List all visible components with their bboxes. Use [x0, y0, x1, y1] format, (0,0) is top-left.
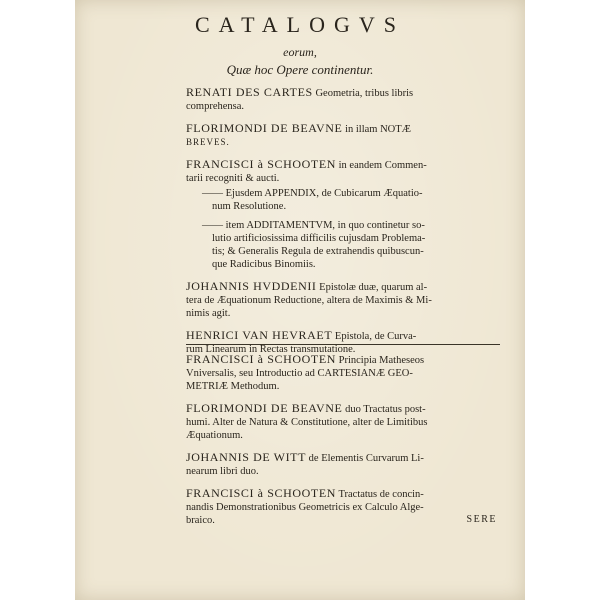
entry-text: tis; & Generalis Regula de extrahendis quibuscun- [212, 246, 424, 257]
entry-text: Tractatus de concin- [336, 489, 424, 500]
book-page [75, 0, 525, 600]
page-title: CATALOGVS [194, 12, 406, 37]
entry-text: de Elementis Curvarum Li- [306, 453, 424, 464]
entry-text: Epistola, de Curva- [332, 331, 417, 342]
catalog-entry [186, 86, 486, 113]
entry-text: rum Linearum in Rectas transmutatione. [186, 344, 356, 355]
catchword: SERE [466, 514, 497, 525]
entry-author: FRANCISCI à SCHOOTEN [186, 486, 337, 500]
entry-author: FRANCISCI à SCHOOTEN [186, 352, 337, 366]
entry-text: tarii recogniti & aucti. [186, 173, 280, 184]
entry-text: nimis agit. [186, 308, 231, 319]
entry-text: braico. [186, 515, 215, 526]
catalog-entry [186, 487, 496, 527]
entry-text: comprehensa. [186, 101, 245, 112]
entry-text: humi. Alter de Natura & Constitutione, alter de Limitibus [186, 417, 428, 428]
section-divider [186, 344, 500, 345]
entry-text: Vniversalis, seu Introductio ad CARTESIANÆ GEO- [186, 368, 413, 379]
entry-text: —— item ADDITAMENTVM, in quo continetur so- [202, 220, 425, 231]
entry-text: duo Tractatus post- [342, 404, 426, 415]
subtitle-eorum: eorum, [283, 45, 317, 59]
catalog-entry [186, 158, 486, 271]
catalog-entry [186, 280, 486, 320]
catalog-section-1 [186, 86, 486, 365]
entry-text: nearum libri duo. [186, 466, 259, 477]
entry-text: METRIÆ Methodum. [186, 381, 280, 392]
entry-author: RENATI DES CARTES [186, 85, 313, 99]
entry-author: JOHANNIS DE WITT [186, 450, 307, 464]
entry-author: FRANCISCI à SCHOOTEN [186, 157, 337, 171]
catalog-entry [186, 451, 496, 478]
entry-author: HENRICI VAN HEVRAET [186, 328, 333, 342]
catalog-entry [186, 402, 496, 442]
entry-text: Æquationum. [186, 430, 243, 441]
entry-text: in illam NOTÆ [342, 124, 411, 135]
catalog-sub-entry [186, 219, 486, 271]
entry-text: in eandem Commen- [336, 160, 427, 171]
entry-text: BREVES. [186, 137, 230, 147]
catalog-section-2 [186, 353, 496, 536]
entry-author: FLORIMONDI DE BEAVNE [186, 121, 343, 135]
entry-text: Epistolæ duæ, quarum al- [316, 282, 428, 293]
entry-text: Geometria, tribus libris [312, 88, 414, 99]
entry-author: JOHANNIS HVDDENII [186, 279, 317, 293]
entry-text: Principia Matheseos [336, 355, 425, 366]
entry-text: tera de Æquationum Reductione, altera de Maximis & Mi- [186, 295, 432, 306]
entry-text: lutio artificiosissima difficilis cujusdam Problema- [212, 233, 426, 244]
entry-text: —— Ejusdem APPENDIX, de Cubicarum Æquatio- [202, 188, 423, 199]
entry-text: que Radicibus Binomiis. [212, 259, 316, 270]
catalog-entry [186, 353, 496, 393]
entry-text: nandis Demonstrationibus Geometricis ex Calculo Alge- [186, 502, 424, 513]
catalog-entry [186, 122, 486, 149]
entry-text: num Resolutione. [212, 201, 287, 212]
subtitle-contents: Quæ hoc Opere continentur. [226, 62, 374, 77]
entry-author: FLORIMONDI DE BEAVNE [186, 401, 343, 415]
catalog-sub-entry [186, 187, 486, 213]
